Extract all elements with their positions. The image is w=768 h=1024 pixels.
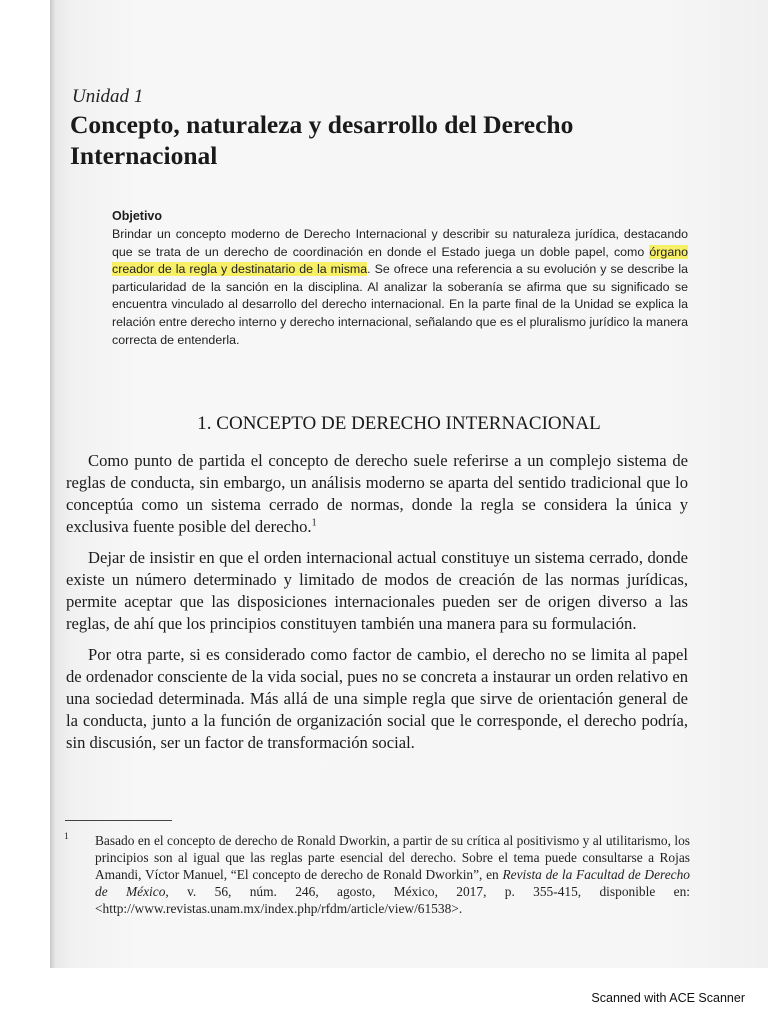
footnote-text-start: Basado en el concepto de derecho de Ronald Dworkin, a partir de su crítica al positivismo y al utilitarismo, los principios son al igual que las reglas parte esencial del derecho. Sobre el tema puede consultarse a Rojas Amandi, Víctor Manuel, “El concepto de derecho de Ronald Dworkin”, en — [95, 833, 690, 882]
unit-title: Concepto, naturaleza y desarrollo del Derecho Internacional — [70, 110, 574, 170]
objective-text-start: Brindar un concepto moderno de Derecho Internacional y describir su naturaleza jurídica, destacando que se trata de un derecho de coordinación en donde el Estado juega un doble papel, como — [112, 227, 688, 259]
objective-text-end: . Se ofrece una referencia a su evolución y se describe la particularidad de la sanción en la disciplina. Al analizar la soberanía se afirma que su significado se encuentra vinculado al desarrollo del derecho internacional. En la parte final de la Unidad se explica la relación entre derecho interno y derecho internacional, señalando que es el pluralismo jurídico la manera correcta de entenderla. — [112, 262, 689, 347]
page-spine-shadow — [50, 0, 56, 968]
objective-box — [112, 209, 688, 349]
footnote-journal-title: Revista de la Facultad de Derecho de México — [95, 867, 691, 899]
paragraph-1 — [66, 450, 688, 538]
scanner-watermark-label: Scanned with ACE Scanner — [591, 991, 745, 1005]
paragraph-1-text: Como punto de partida el concepto de derecho suele referirse a un complejo sistema de reglas de conducta, sin embargo, un análisis moderno se aparta del sentido tradicional que lo conceptúa como un sistema cerrado de normas, donde la regla se considera la única y exclusiva fuente posible del derecho. — [66, 451, 688, 536]
paragraph-3: Por otra parte, si es considerado como factor de cambio, el derecho no se limita al papel de ordenador consciente de la vida social, pues no se concreta a instaurar un orden relativo en una sociedad determinada. Más allá de una simple regla que sirve de orientación general de la conducta, junto a la función de organización social que le corresponde, el derecho podría, sin discusión, ser un factor de transformación social. — [66, 645, 688, 752]
footnote-divider — [65, 820, 172, 821]
section-body — [66, 450, 688, 763]
footnote — [64, 832, 690, 917]
section-heading-text: 1. CONCEPTO DE DERECHO INTERNACIONAL — [197, 413, 601, 434]
footnote-text-end: , v. 56, núm. 246, agosto, México, 2017, p. 355-415, disponible en: <http://www.revistas.unam.mx/index.php/rfdm/article/view/61538>. — [95, 884, 690, 916]
footnote-mark: 1 — [64, 832, 69, 842]
footnote-reference: 1 — [311, 517, 317, 529]
objective-heading: Objetivo — [112, 209, 163, 223]
paragraph-2: Dejar de insistir en que el orden internacional actual constituye un sistema cerrado, donde existe un número determinado y limitado de modos de creación de las normas jurídicas, permite aceptar que las disposiciones internacionales pueden ser de origen diverso a las reglas, de ahí que los principios constituyen también una manera para su formulación. — [66, 548, 688, 633]
highlighted-phrase: órgano creador de la regla y destinatario de la misma — [112, 244, 688, 277]
objective-text — [112, 226, 688, 349]
unit-label: Unidad 1 — [72, 86, 144, 107]
section-heading — [0, 413, 768, 435]
footnote-text — [95, 832, 690, 917]
